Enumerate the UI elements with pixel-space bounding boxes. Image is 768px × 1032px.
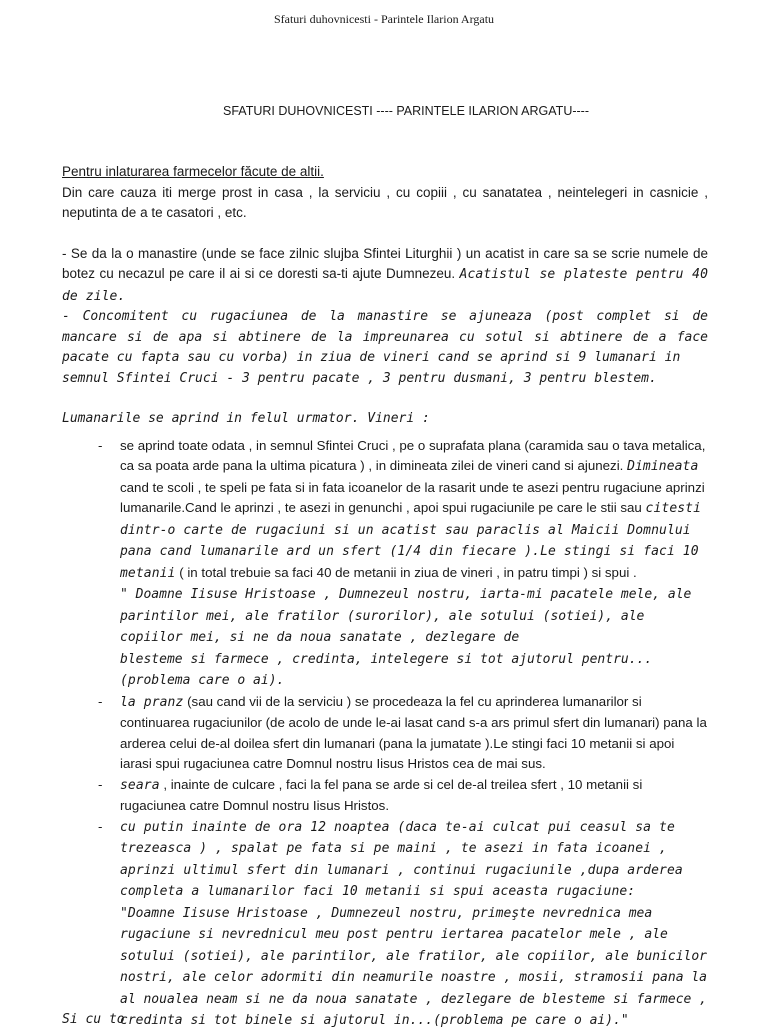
section-heading: Pentru inlaturarea farmecelor făcute de altii. (62, 164, 324, 179)
candles-lead: Lumanarile se aprind in felul urmator. Vineri : (62, 411, 430, 426)
section-intro: Din care cauza iti merge prost in casa , la serviciu , cu copiii , cu sanatatea , neintelegeri in casnicie , neputinta de a te casatori , etc. (62, 184, 708, 220)
list-item-midnight: - cu putin inainte de ora 12 noaptea (daca te-ai culcat pui ceasul sa te trezeasca ) , spalat pe fata si pe maini , te asezi in fata icoanei , aprinzi ultimul sfert din lumanari , continui rugaciunile ,dupa arderea completa a lumanarilor faci 10 metanii si spui aceasta rugaciune: "Doamne Iisuse Hristoase , Dumnezeul nostru, primeşte nevrednica mea rugaciune si nevrednicul meu post pentru iertarea pacatelor mele , ale sotului (sotiei), ale parintilor, ale fratilor, ale copiilor, ale bunicilor nostri, ale celor adormiti din neamurile noastre , mosii, stramosii pana la al noualea neam si ne da noua sanatate , dezlegare de blesteme si farmece , credinta si tot binele si ajutorul in...(problema pe care o ai)." (98, 818, 707, 1028)
document-title: SFATURI DUHOVNICESTI ---- PARINTELE ILARION ARGATU---- (223, 104, 589, 118)
prayer-quote-2: "Doamne Iisuse Hristoase , Dumnezeul nostru, primeşte nevrednica mea rugaciune si nevrednicul meu post pentru iertarea pacatelor mele , ale sotului (sotiei), ale parintilor, ale fratilor, ale copiilor, ale bunicilor nostri, ale celor adormiti din neamurile noastre , mosii, stramosii pana la al noualea neam si ne da noua sanatate , dezlegare de blesteme si farmece , credinta si tot binele si ajutorul in...(problema pe care o ai)." (120, 905, 707, 1028)
prayer-quote-1: " Doamne Iisuse Hristoase , Dumnezeul nostru, iarta-mi pacatele mele, ale parintilor mei, ale fratilor (surorilor), ale sotului (sotiei), ale copiilor mei, si ne da noua sanatate , dezlegare de (120, 587, 692, 645)
instructions-list (62, 436, 708, 1032)
running-header: Sfaturi duhovnicesti - Parintele Ilarion Argatu (273, 12, 495, 26)
document-body (62, 162, 708, 1032)
cut-off-line: Si cu to (62, 1012, 125, 1027)
list-item-noon: - la pranz (sau cand vii de la serviciu ) se procedeaza la fel cu aprinderea lumanarilor si continuarea rugaciunilor (de acolo de unde le-ai lasat cand s-a ars primul sfert din lumanari) pana la arderea celui de-al doilea sfert din lumanari (pana la jumatate ).Le stingi faci 10 metanii si apoi iarasi spui rugaciunea catre Domnul nostru Iisus Hristos cea de mai sus. (98, 693, 707, 771)
list-item-morning: - se aprind toate odata , in semnul Sfintei Cruci , pe o suprafata plana (caramida sau o tava metalica, ca sa poata arde pana la ultima picatura ) , in dimineata zilei de vineri cand si ajunezi. Dimineata cand te scoli , te speli pe fata si in fata icoanelor de la rasarit unde te asezi pentru rugaciune aprinzi lumanarile.Cand le aprinzi , te asezi in genunchi , apoi spui rugaciunile pe care le stii sau citesti dintr-o carte de rugaciuni si un acatist sau paraclis al Maicii Domnului pana cand lumanarile ard un sfert (1/4 din fiecare ).Le stingi si faci 10 metanii ( in total trebuie sa faci 40 de metanii in ziua de vineri , in patru timpi ) si spui . " Doamne Iisuse Hristoase , Dumnezeul nostru, iarta-mi pacatele mele, ale parintilor mei, ale fratilor (surorilor), ale sotului (sotiei), ale copiilor mei, si ne da noua sanatate , dezlegare de blesteme si farmece , credinta, intelegere si tot ajutorul pentru... (problema care o ai). (98, 437, 706, 688)
paragraph-acatist: - Se da la o manastire (unde se face zilnic slujba Sfintei Liturghii ) un acatist in care sa se scrie numele de botez cu necazul pe care il ai si ce doresti sa-ti ajute Dumnezeu. Acatistul se plateste pentru 40 de zile. (62, 245, 708, 304)
paragraph-fasting: - Concomitent cu rugaciunea de la manastire se ajuneaza (post complet si de mancare si de apa si abtinere de la impreunarea cu sotul si abtinere de a face pacate cu fapta sau cu vorba) in ziua de vineri cand se aprind si 9 lumanari in semnul Sfintei Cruci - 3 pentru pacate , 3 pentru dusmani, 3 pentru blestem. (62, 309, 708, 386)
list-item-evening: - seara , inainte de culcare , faci la fel pana se arde si cel de-al treilea sfert , 10 metanii si rugaciunea catre Domnul nostru Iisus Hristos. (98, 776, 643, 813)
